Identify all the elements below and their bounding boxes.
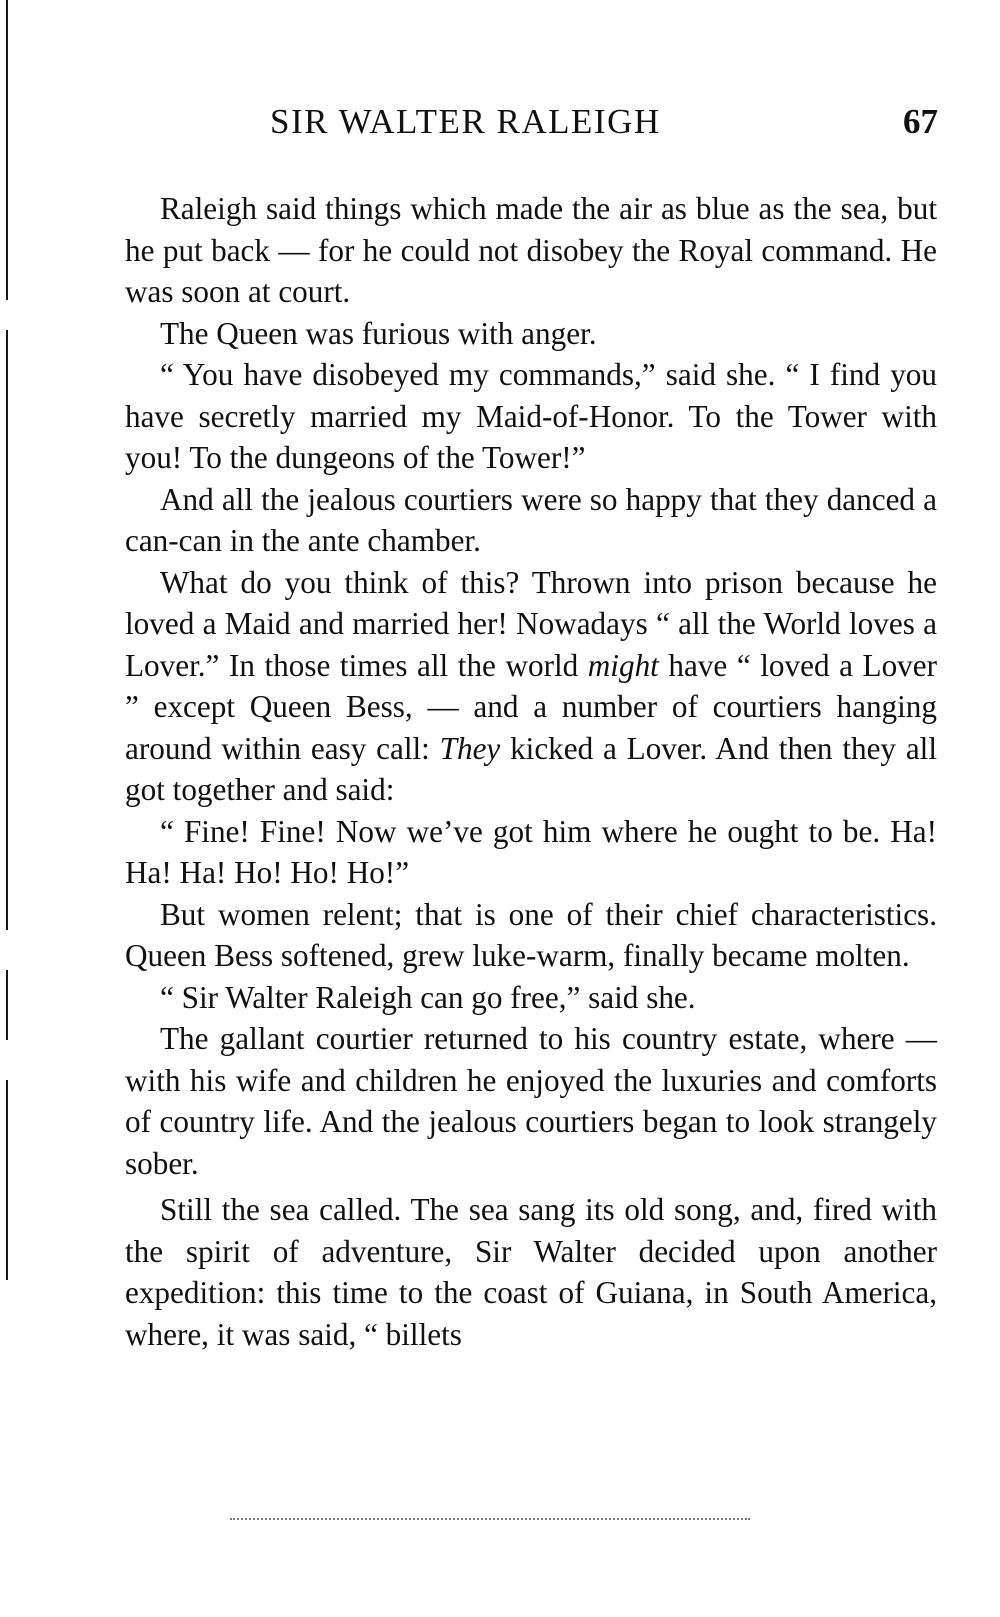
paragraph-text: have “ loved a Lover ” except Queen Bess, — and a number of courtiers hanging around within easy call: [125, 647, 937, 766]
paragraph: Still the sea called. The sea sang its old song, and, fired with the spirit of adventure, Sir Walter decided upon another expedition: this time to the coast of Guiana, in South America, where, it was said, “ billets [125, 1192, 937, 1352]
paragraph-text: kicked a Lover. And then they all got together and said: [125, 730, 937, 807]
paragraph: The Queen was furious with anger. [160, 315, 597, 351]
page-header [0, 102, 1000, 152]
paragraph: “ Fine! Fine! Now we’ve got him where he ought to be. Ha! Ha! Ha! Ho! Ho! Ho!” [125, 813, 937, 890]
paragraph [125, 562, 937, 811]
emphasis-they: They [439, 730, 501, 766]
running-title: SIR WALTER RALEIGH [270, 102, 661, 141]
binding-rule [6, 970, 8, 1040]
paragraph: “ Sir Walter Raleigh can go free,” said she. [160, 979, 696, 1015]
paragraph: Raleigh said things which made the air as blue as the sea, but he put back — for he could not disobey the Royal command. He was soon at court. [125, 191, 937, 309]
paragraph: “ You have disobeyed my commands,” said she. “ I find you have secretly married my Maid-of-Honor. To the Tower with you! To the dungeons of the Tower!” [125, 357, 937, 475]
body-text [125, 188, 937, 1355]
binding-rule [6, 330, 8, 930]
paragraph: But women relent; that is one of their chief characteristics. Queen Bess softened, grew luke-warm, finally became molten. [125, 896, 937, 973]
cut-off-text-line [230, 1518, 750, 1520]
page-number: 67 [903, 102, 938, 141]
paragraph: The gallant courtier returned to his country estate, where — with his wife and children he enjoyed the luxuries and comforts of country life. And the jealous courtiers began to look strangely sober. [125, 1021, 937, 1181]
paragraph-text: What do you think of this? Thrown into prison because he loved a Maid and married her! Nowadays “ all the World loves a Lover.” In those times all the world [125, 564, 937, 683]
paragraph: And all the jealous courtiers were so happy that they danced a can-can in the ante chamber. [125, 481, 937, 558]
page-binding-edge [0, 0, 12, 1617]
emphasis-might: might [587, 647, 659, 683]
binding-rule [6, 1080, 8, 1280]
